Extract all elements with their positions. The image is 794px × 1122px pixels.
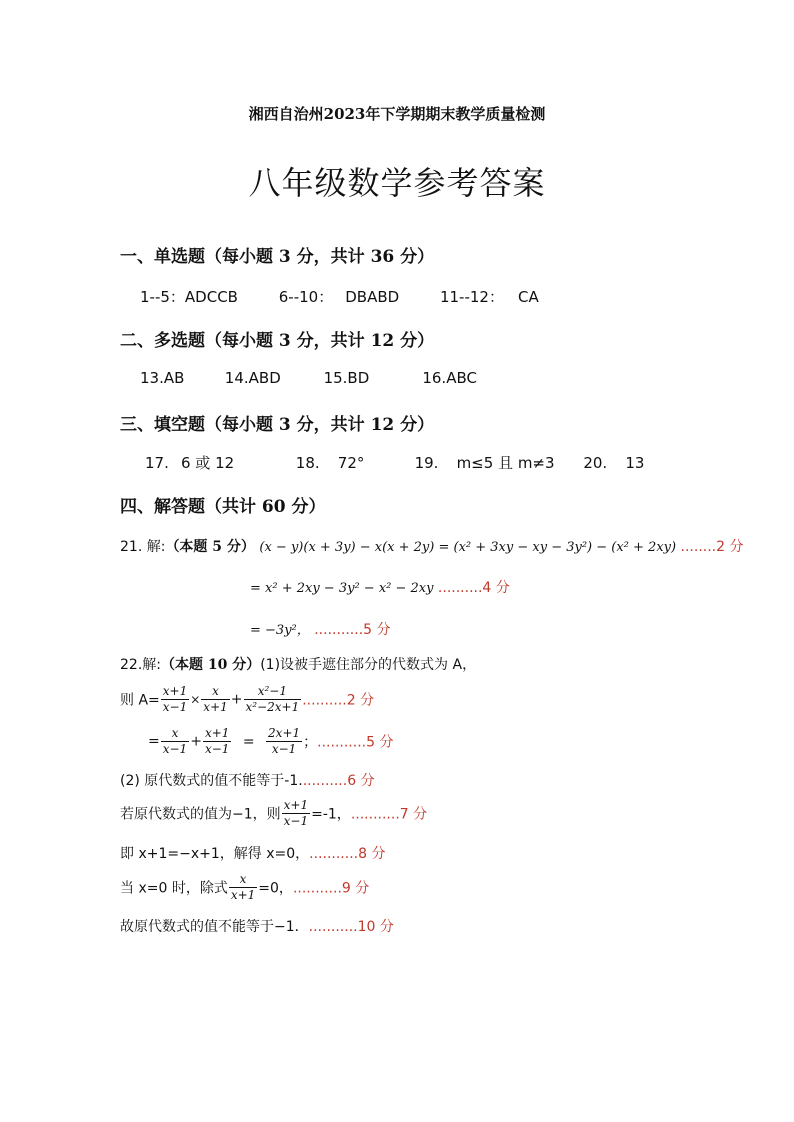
- q22-line-5: [120, 798, 427, 829]
- q21-points: （本题 5 分）: [165, 539, 255, 555]
- q22-label: 22.解:: [120, 657, 161, 673]
- fraction: $\frac{x}{x+1}$: [230, 872, 256, 902]
- q22-score-3: ..........6 分: [302, 773, 375, 789]
- fraction: $\frac{x}{x+1}$: [203, 684, 228, 714]
- multi-choice-answers: [140, 369, 477, 387]
- page-title: 八年级数学参考答案: [248, 164, 546, 202]
- blank-number: 20.: [583, 454, 608, 472]
- answer-group: ADCCB: [184, 288, 238, 306]
- blank-number: 19.: [414, 454, 439, 472]
- q22-score-5: ...........8 分: [309, 846, 386, 862]
- answer-group: DBABD: [345, 288, 400, 306]
- q22-text: =-1，: [311, 806, 351, 823]
- q21-expression-2: = x² + 2xy − 3y² − x² − 2xy: [250, 581, 434, 596]
- blank-answer: 6 或 12: [181, 454, 235, 472]
- q22-line-2: [120, 684, 374, 715]
- blank-answer: m≤5 且 m≠3: [456, 454, 555, 472]
- q22-score-7: ...........10 分: [308, 919, 394, 935]
- q22-line-1: [120, 654, 476, 674]
- q22-line-4: [120, 770, 375, 790]
- q22-score-4: ...........7 分: [350, 806, 428, 823]
- blank-answer: 13: [625, 454, 645, 472]
- q22-score-2: ...........5 分: [317, 734, 394, 751]
- semicolon: ；: [303, 734, 318, 751]
- q22-line-8: [120, 916, 394, 936]
- q21-expression-3: = −3y²，: [250, 623, 310, 638]
- section-fill-blank: 三、填空题（每小题 3 分，共计 12 分）: [120, 415, 435, 435]
- q22-points: （本题 10 分）: [160, 657, 261, 673]
- fill-blank-answers: [145, 452, 644, 473]
- blank-answer: 72°: [337, 454, 365, 472]
- multi-answer: 13.AB: [140, 369, 185, 387]
- plus-sign: +: [230, 691, 243, 708]
- section-multi-choice: 二、多选题（每小题 3 分，共计 12 分）: [120, 331, 435, 351]
- q22-a-prefix: 则 A=: [120, 692, 160, 709]
- fraction: $\frac{x+1}{x-1}$: [162, 684, 188, 714]
- q22-text: =0，: [258, 880, 293, 897]
- single-choice-answers: [140, 286, 539, 307]
- answer-group: CA: [517, 288, 539, 306]
- q22-part-2: (2) 原代数式的值不能等于-1.: [120, 773, 303, 789]
- q22-text: 故原代数式的值不能等于−1．: [120, 919, 309, 935]
- range-label: 11--12：: [439, 288, 504, 306]
- q21-score-3: ...........5 分: [314, 622, 391, 638]
- q22-intro: (1)设被手遮住部分的代数式为 A，: [260, 657, 477, 673]
- range-label: 6--10：: [278, 288, 334, 306]
- q22-text: 即 x+1=−x+1，解得 x=0，: [120, 846, 310, 862]
- q21-expression-1: (x − y)(x + 3y) − x(x + 2y) = (x² + 3xy − xy − 3y²) − (x² + 2xy): [259, 540, 677, 555]
- multi-answer: 15.BD: [323, 369, 370, 387]
- multi-answer: 14.ABD: [224, 369, 281, 387]
- plus-sign: +: [190, 733, 202, 750]
- q22-score-1: ..........2 分: [302, 692, 375, 709]
- q21-label: 21. 解:: [120, 539, 166, 555]
- fraction: $\frac{x+1}{x-1}$: [204, 726, 230, 756]
- section-single-choice: 一、单选题（每小题 3 分，共计 36 分）: [120, 247, 435, 267]
- q21-line-2: [250, 577, 510, 597]
- q22-line-3: [148, 726, 393, 757]
- fraction: $\frac{x}{x-1}$: [162, 726, 188, 756]
- fraction: $\frac{2x+1}{x-1}$: [268, 726, 301, 756]
- fraction: $\frac{\text{x²−1}}{\text{x²−2x+1}}$: [245, 684, 300, 714]
- times-sign: ×: [190, 692, 201, 707]
- q22-line-7: [120, 872, 369, 903]
- q21-score-1: ........2 分: [680, 539, 744, 555]
- multi-answer: 16.ABC: [422, 369, 477, 387]
- section-solutions: 四、解答题（共计 60 分）: [120, 497, 326, 517]
- range-label: 1--5：: [140, 288, 185, 306]
- equals-sign: =: [238, 733, 260, 750]
- q21-score-2: ..........4 分: [437, 580, 510, 596]
- fraction: $\frac{x+1}{x-1}$: [283, 798, 309, 828]
- q22-score-6: ...........9 分: [292, 880, 370, 897]
- q22-text: 若原代数式的值为−1，则: [120, 806, 281, 823]
- q22-text: 当 x=0 时，除式: [120, 880, 228, 897]
- blank-number: 17.: [145, 454, 169, 472]
- q22-line-6: [120, 843, 385, 863]
- equals-sign: =: [148, 733, 160, 750]
- exam-header: 湘西自治州2023年下学期期末教学质量检测: [248, 105, 546, 123]
- q21-line-3: [250, 619, 391, 639]
- q21-line-1: [120, 536, 744, 556]
- blank-number: 18.: [295, 454, 320, 472]
